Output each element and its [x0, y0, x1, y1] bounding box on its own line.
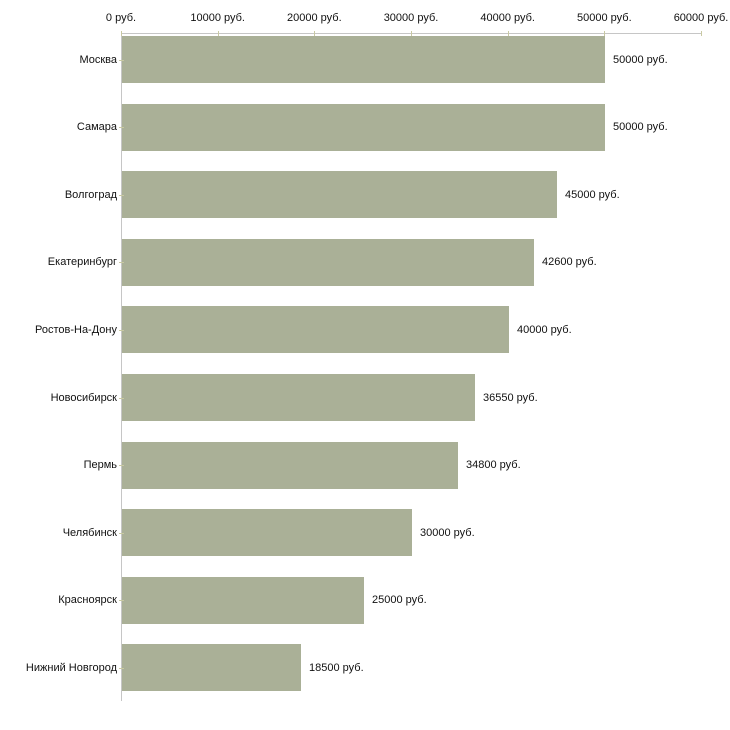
- value-label: 18500 руб.: [309, 661, 364, 674]
- bar-2: [122, 104, 605, 151]
- value-label: 36550 руб.: [483, 391, 538, 404]
- y-axis-tick: [119, 262, 124, 263]
- category-label: Красноярск: [58, 594, 117, 607]
- bar-1: [122, 36, 605, 83]
- x-axis-tick-label: 30000 руб.: [383, 12, 439, 24]
- bar-3: [122, 171, 557, 218]
- category-label: Челябинск: [62, 526, 117, 539]
- bar-4: [122, 239, 534, 286]
- value-label: 30000 руб.: [420, 526, 475, 539]
- y-axis-tick: [119, 533, 124, 534]
- y-axis-tick: [119, 465, 124, 466]
- y-axis-tick: [119, 600, 124, 601]
- bar-5: [122, 306, 509, 353]
- value-label: 25000 руб.: [372, 594, 427, 607]
- y-axis-tick: [119, 398, 124, 399]
- category-label: Екатеринбург: [47, 256, 117, 269]
- x-axis-tick-label: 50000 руб.: [577, 12, 632, 24]
- y-axis-tick: [119, 127, 124, 128]
- category-label: Новосибирск: [50, 391, 117, 404]
- category-label: Ростов-На-Дону: [34, 323, 117, 336]
- bar-9: [122, 577, 364, 624]
- x-axis-tick-label: 60000 руб.: [673, 12, 729, 24]
- x-axis-tick-label: 10000 руб.: [190, 12, 245, 24]
- value-label: 42600 руб.: [542, 256, 597, 269]
- x-axis-tick: [701, 31, 702, 36]
- value-label: 40000 руб.: [517, 323, 572, 336]
- x-axis-tick-label: 20000 руб.: [287, 12, 342, 24]
- category-label: Самара: [76, 121, 117, 134]
- y-axis-tick: [119, 668, 124, 669]
- value-label: 45000 руб.: [565, 188, 620, 201]
- value-label: 34800 руб.: [466, 459, 521, 472]
- category-label: Нижний Новгород: [25, 661, 117, 674]
- bar-6: [122, 374, 475, 421]
- y-axis-tick: [119, 330, 124, 331]
- category-label: Пермь: [83, 459, 117, 472]
- category-label: Москва: [79, 53, 117, 66]
- category-label: Волгоград: [64, 188, 117, 201]
- value-label: 50000 руб.: [613, 121, 668, 134]
- value-label: 50000 руб.: [613, 53, 668, 66]
- x-axis-tick-label: 40000 руб.: [480, 12, 535, 24]
- bar-7: [122, 442, 458, 489]
- y-axis-tick: [119, 195, 124, 196]
- bar-10: [122, 644, 301, 691]
- y-axis-tick: [119, 60, 124, 61]
- x-axis-tick-label: 0 руб.: [105, 12, 137, 24]
- bar-8: [122, 509, 412, 556]
